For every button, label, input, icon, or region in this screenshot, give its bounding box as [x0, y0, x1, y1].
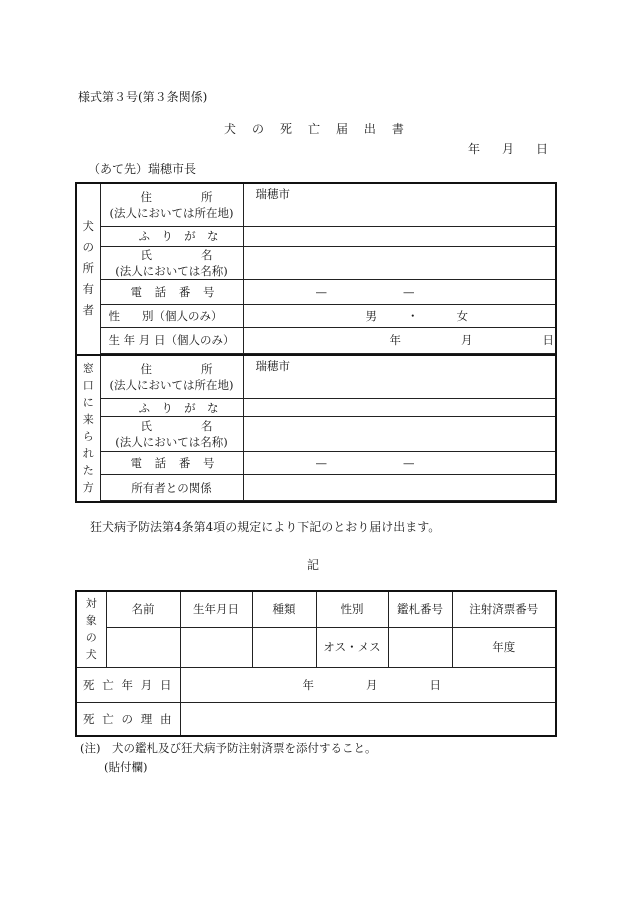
owner-dob-field[interactable]: 年 月 日: [243, 327, 556, 353]
owner-address-field[interactable]: 瑞穂市: [243, 183, 556, 226]
owner-furigana-field[interactable]: [243, 226, 556, 246]
death-reason-field[interactable]: [180, 702, 556, 736]
owner-sex-field[interactable]: 男 ・ 女: [243, 304, 556, 327]
owner-sex-label: 性 別（個人のみ）: [100, 304, 243, 327]
dog-group-label: 対 象 の 犬: [76, 591, 106, 667]
title-char: 亡: [307, 122, 320, 136]
date-month: 月: [501, 142, 514, 156]
death-date-field[interactable]: 年 月 日: [180, 667, 556, 702]
dog-name-field[interactable]: [106, 627, 180, 667]
death-reason-label: 死 亡 の 理 由: [76, 702, 180, 736]
owner-name-field[interactable]: [243, 246, 556, 279]
owner-furigana-label: ふ り が な: [100, 226, 243, 246]
applicant-furigana-label: ふ り が な: [100, 399, 243, 417]
title-char: 犬: [224, 122, 237, 136]
date-year: 年: [468, 142, 481, 156]
document-title: [224, 120, 404, 137]
applicant-relation-label: 所有者との関係: [100, 475, 243, 501]
applicant-name-field[interactable]: [243, 417, 556, 452]
dog-table: [75, 590, 557, 737]
dog-breed-field[interactable]: [252, 627, 316, 667]
date-line: [468, 140, 548, 157]
owner-group-label: 犬 の 所 有 者: [76, 183, 100, 355]
dog-header-name: 名前: [106, 591, 180, 627]
title-char: 死: [279, 122, 292, 136]
dog-header-vaccine-number: 注射済票番号: [452, 591, 556, 627]
form-number: 様式第３号(第３条関係): [78, 90, 208, 104]
owner-phone-field[interactable]: — —: [243, 279, 556, 304]
dog-header-tag-number: 鑑札番号: [388, 591, 452, 627]
applicant-address-field[interactable]: 瑞穂市: [243, 355, 556, 399]
title-char: 書: [391, 122, 404, 136]
date-day: 日: [535, 142, 548, 156]
title-char: の: [251, 122, 264, 136]
applicant-relation-field[interactable]: [243, 475, 556, 501]
title-char: 届: [335, 122, 348, 136]
dog-vaccine-number-field[interactable]: 年度: [452, 627, 556, 667]
ki-label: 記: [307, 558, 320, 572]
dog-header-breed: 種類: [252, 591, 316, 627]
applicant-phone-field[interactable]: — —: [243, 452, 556, 475]
attach-label: (貼付欄): [104, 760, 148, 774]
applicant-name-label: 氏 名 (法人においては名称): [100, 417, 243, 452]
title-char: 出: [363, 122, 376, 136]
owner-applicant-table: [75, 182, 557, 503]
statement-text: 狂犬病予防法第4条第4項の規定により下記のとおり届け出ます。: [90, 520, 441, 534]
addressee: （あて先）瑞穂市長: [88, 162, 197, 176]
dog-sex-field[interactable]: オス・メス: [316, 627, 388, 667]
dog-header-sex: 性別: [316, 591, 388, 627]
applicant-phone-label: 電 話 番 号: [100, 452, 243, 475]
owner-phone-label: 電 話 番 号: [100, 279, 243, 304]
dog-tag-number-field[interactable]: [388, 627, 452, 667]
dog-header-birthdate: 生年月日: [180, 591, 252, 627]
owner-name-label: 氏 名 (法人においては名称): [100, 246, 243, 279]
applicant-group-label: 窓 口 に 来 ら れ た 方: [76, 355, 100, 503]
note-text: (注) 犬の鑑札及び狂犬病予防注射済票を添付すること。: [80, 741, 377, 755]
owner-address-label: 住 所 (法人においては所在地): [100, 183, 243, 226]
death-date-label: 死 亡 年 月 日: [76, 667, 180, 702]
applicant-furigana-field[interactable]: [243, 399, 556, 417]
owner-dob-label: 生 年 月 日（個人のみ）: [100, 327, 243, 353]
dog-birthdate-field[interactable]: [180, 627, 252, 667]
applicant-address-label: 住 所 (法人においては所在地): [100, 355, 243, 399]
